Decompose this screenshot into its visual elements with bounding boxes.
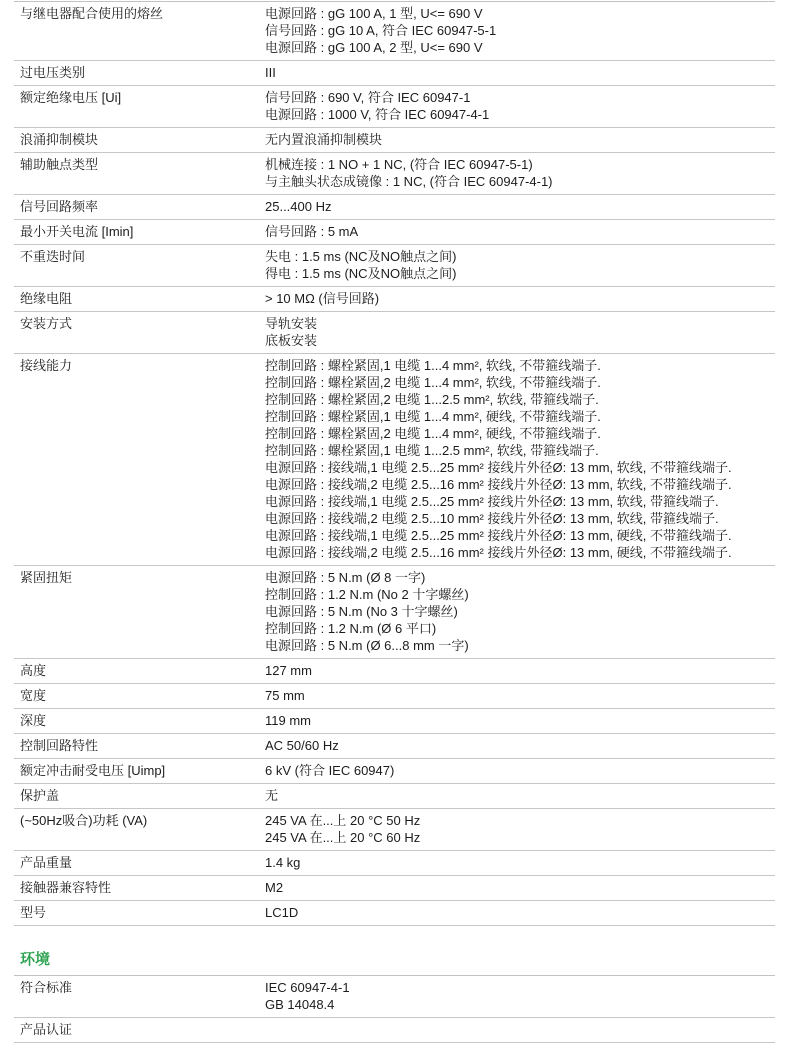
environment-section-title: 环境 [20, 951, 51, 968]
spec-value-line: 75 mm [265, 688, 305, 703]
spec-value-line: 电源回路 : 接线端,2 电缆 2.5...16 mm² 接线片外径Ø: 13 mm, 硬线, 不带箍线端子. [265, 545, 732, 560]
spec-value-line: 失电 : 1.5 ms (NC及NO触点之间) [265, 249, 457, 264]
spec-value-line: 电源回路 : 接线端,1 电缆 2.5...25 mm² 接线片外径Ø: 13 mm, 硬线, 不带箍线端子. [265, 528, 732, 543]
spec-label: 额定冲击耐受电压 [Uimp] [20, 763, 166, 778]
spec-label: 绝缘电阻 [20, 291, 73, 306]
spec-value-line: 电源回路 : 接线端,2 电缆 2.5...16 mm² 接线片外径Ø: 13 mm, 软线, 不带箍线端子. [265, 477, 732, 492]
spec-row [14, 220, 775, 245]
spec-value-line: 无内置浪涌抑制模块 [265, 132, 383, 147]
spec-label: 安装方式 [20, 316, 73, 331]
spec-value-line: 电源回路 : gG 100 A, 1 型, U<= 690 V [265, 6, 483, 21]
spec-row [14, 86, 775, 128]
spec-value-line: 电源回路 : 接线端,2 电缆 2.5...10 mm² 接线片外径Ø: 13 mm, 软线, 带箍线端子. [265, 511, 719, 526]
spec-value-line: 信号回路 : gG 10 A, 符合 IEC 60947-5-1 [265, 23, 497, 38]
spec-value-line: 6 kV (符合 IEC 60947) [265, 763, 395, 778]
spec-values [265, 712, 775, 729]
spec-row [14, 354, 775, 566]
spec-row [14, 901, 775, 926]
datasheet-page [14, 0, 775, 1043]
spec-value-line: 电源回路 : gG 100 A, 2 型, U<= 690 V [265, 40, 483, 55]
spec-label: 与继电器配合使用的熔丝 [20, 6, 164, 21]
spec-row [14, 1018, 775, 1043]
spec-value-line: 得电 : 1.5 ms (NC及NO触点之间) [265, 266, 457, 281]
spec-values [265, 5, 775, 56]
spec-label: 型号 [20, 905, 47, 920]
spec-row [14, 784, 775, 809]
spec-values [265, 979, 775, 1013]
spec-label: 浪涌抑制模块 [20, 132, 99, 147]
spec-value-line: 与主触头状态成镜像 : 1 NC, (符合 IEC 60947-4-1) [265, 174, 553, 189]
spec-value-line: AC 50/60 Hz [265, 738, 339, 753]
spec-label: 最小开关电流 [Imin] [20, 224, 134, 239]
spec-label: (~50Hz吸合)功耗 (VA) [20, 813, 148, 828]
spec-label: 宽度 [20, 688, 47, 703]
spec-value-line: 245 VA 在...上 20 °C 60 Hz [265, 830, 421, 845]
spec-values [265, 854, 775, 871]
spec-value-line: 控制回路 : 螺栓紧固,1 电缆 1...4 mm², 硬线, 不带箍线端子. [265, 409, 601, 424]
spec-label: 信号回路频率 [20, 199, 99, 214]
spec-label: 接触器兼容特性 [20, 880, 112, 895]
spec-row [14, 312, 775, 354]
spec-values [265, 787, 775, 804]
spec-row [14, 709, 775, 734]
spec-value-line: 机械连接 : 1 NO + 1 NC, (符合 IEC 60947-5-1) [265, 157, 533, 172]
spec-value-line: 控制回路 : 螺栓紧固,2 电缆 1...4 mm², 软线, 不带箍线端子. [265, 375, 601, 390]
spec-values [265, 64, 775, 81]
spec-row [14, 684, 775, 709]
spec-row [14, 153, 775, 195]
spec-value-line: 127 mm [265, 663, 312, 678]
spec-row [14, 976, 775, 1018]
spec-values [265, 223, 775, 240]
spec-value-line: 导轨安装 [265, 316, 318, 331]
environment-table [14, 975, 775, 1043]
spec-value-line: 控制回路 : 螺栓紧固,2 电缆 1...4 mm², 硬线, 不带箍线端子. [265, 426, 601, 441]
spec-values [265, 156, 775, 190]
spec-row [14, 128, 775, 153]
spec-label: 不重迭时间 [20, 249, 86, 264]
spec-value-line: 信号回路 : 690 V, 符合 IEC 60947-1 [265, 90, 471, 105]
spec-values [265, 131, 775, 148]
spec-value-line: 无 [265, 788, 279, 803]
spec-value-line: 245 VA 在...上 20 °C 50 Hz [265, 813, 421, 828]
spec-value-line: 1.4 kg [265, 855, 301, 870]
spec-value-line: III [265, 65, 276, 80]
spec-value-line: 控制回路 : 螺栓紧固,2 电缆 1...2.5 mm², 软线, 带箍线端子. [265, 392, 599, 407]
spec-label: 额定绝缘电压 [Ui] [20, 90, 122, 105]
spec-label: 辅助触点类型 [20, 157, 99, 172]
spec-value-line: 控制回路 : 螺栓紧固,1 电缆 1...4 mm², 软线, 不带箍线端子. [265, 358, 601, 373]
spec-values [265, 662, 775, 679]
spec-value-line: 25...400 Hz [265, 199, 332, 214]
spec-value-line: 119 mm [265, 713, 311, 728]
spec-row [14, 287, 775, 312]
spec-row [14, 245, 775, 287]
spec-value-line: 底板安装 [265, 333, 318, 348]
spec-row [14, 2, 775, 61]
spec-row [14, 809, 775, 851]
spec-row [14, 734, 775, 759]
spec-values [265, 569, 775, 654]
spec-values [265, 315, 775, 349]
spec-value-line: GB 14048.4 [265, 997, 335, 1012]
spec-label: 过电压类别 [20, 65, 86, 80]
spec-value-line: 控制回路 : 1.2 N.m (No 2 十字螺丝) [265, 587, 469, 602]
spec-values [265, 357, 775, 561]
spec-value-line: M2 [265, 880, 284, 895]
spec-values [265, 248, 775, 282]
spec-label: 产品认证 [20, 1022, 73, 1037]
spec-value-line: 电源回路 : 5 N.m (Ø 8 一字) [265, 570, 426, 585]
spec-value-line: LC1D [265, 905, 299, 920]
spec-row [14, 851, 775, 876]
spec-values [265, 89, 775, 123]
spec-row [14, 659, 775, 684]
spec-row [14, 195, 775, 220]
spec-values [265, 737, 775, 754]
spec-row [14, 61, 775, 86]
specifications-table [14, 1, 775, 926]
spec-values [265, 198, 775, 215]
spec-label: 符合标准 [20, 980, 73, 995]
spec-value-line: 电源回路 : 5 N.m (No 3 十字螺丝) [265, 604, 458, 619]
spec-value-line: 电源回路 : 5 N.m (Ø 6...8 mm 一字) [265, 638, 469, 653]
spec-value-line: 控制回路 : 螺栓紧固,1 电缆 1...2.5 mm², 软线, 带箍线端子. [265, 443, 599, 458]
spec-value-line: 信号回路 : 5 mA [265, 224, 359, 239]
spec-label: 紧固扭矩 [20, 570, 73, 585]
spec-row [14, 566, 775, 659]
spec-row [14, 759, 775, 784]
spec-values [265, 762, 775, 779]
spec-value-line: IEC 60947-4-1 [265, 980, 350, 995]
spec-label: 保护盖 [20, 788, 60, 803]
spec-values [265, 687, 775, 704]
spec-label: 产品重量 [20, 855, 73, 870]
spec-values [265, 879, 775, 896]
spec-values [265, 812, 775, 846]
spec-label: 接线能力 [20, 358, 73, 373]
spec-value-line: 控制回路 : 1.2 N.m (Ø 6 平口) [265, 621, 437, 636]
spec-values [265, 290, 775, 307]
spec-values [265, 904, 775, 921]
spec-value-line: 电源回路 : 接线端,1 电缆 2.5...25 mm² 接线片外径Ø: 13 mm, 软线, 带箍线端子. [265, 494, 719, 509]
spec-label: 高度 [20, 663, 47, 678]
spec-label: 深度 [20, 713, 47, 728]
spec-value-line: 电源回路 : 接线端,1 电缆 2.5...25 mm² 接线片外径Ø: 13 mm, 软线, 不带箍线端子. [265, 460, 732, 475]
spec-label: 控制回路特性 [20, 738, 99, 753]
spec-row [14, 876, 775, 901]
spec-value-line: 电源回路 : 1000 V, 符合 IEC 60947-4-1 [265, 107, 490, 122]
spec-value-line: > 10 MΩ (信号回路) [265, 291, 380, 306]
